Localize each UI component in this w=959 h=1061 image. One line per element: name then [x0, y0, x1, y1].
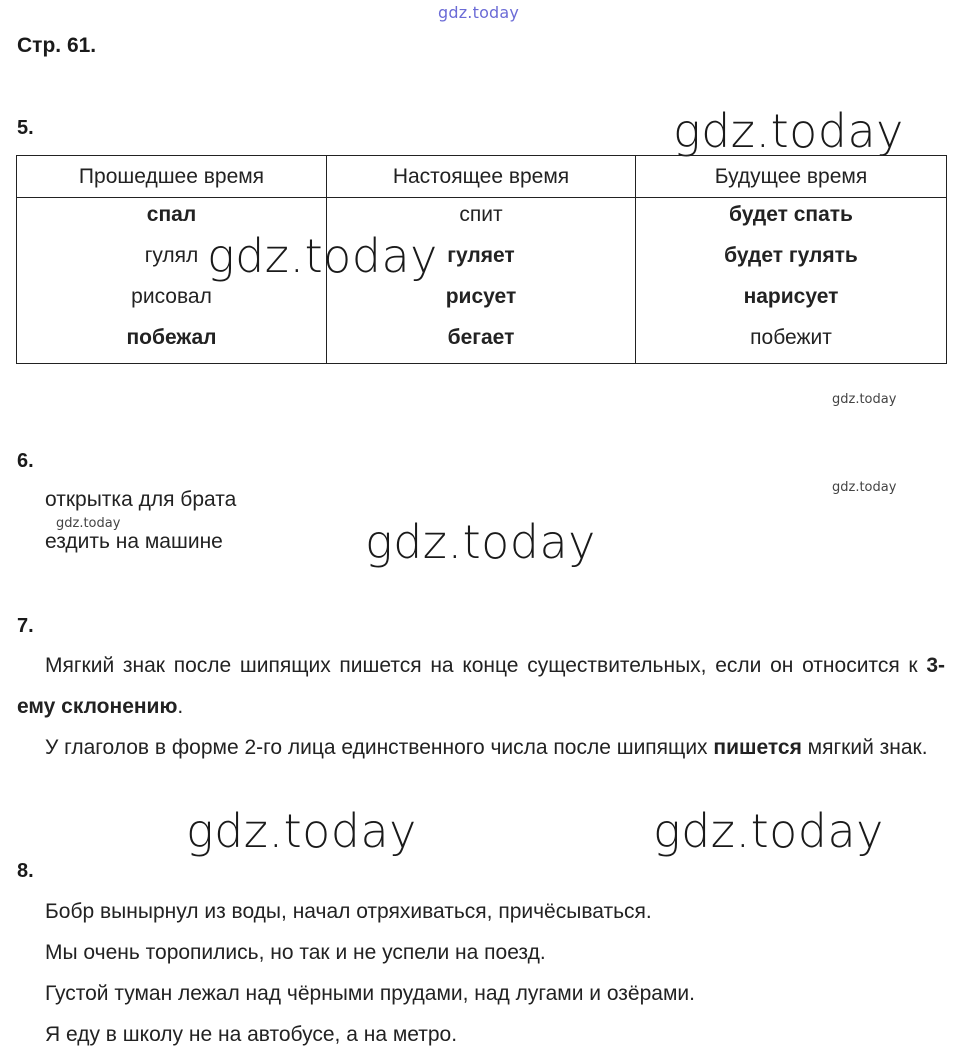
watermark-large: gdz.today — [186, 804, 417, 858]
task-7-p1-text: Мягкий знак после шипящих пишется на конце существительных, если он относится к — [45, 654, 927, 677]
watermark-small: gdz.today — [832, 480, 897, 495]
task-6-line-2: ездить на машине — [45, 530, 223, 553]
task-8-line-1: Бобр вынырнул из воды, начал отряхиваться, причёсываться. — [45, 900, 652, 923]
cell-present-3: рисует — [445, 285, 517, 308]
cell-present-1: спит — [459, 203, 503, 226]
table-header-row — [17, 156, 947, 198]
header-present: Настоящее время — [327, 156, 636, 198]
task-7-paragraph-2 — [17, 727, 945, 768]
cell-present-4: бегает — [447, 326, 515, 349]
cell-future-4: побежит — [750, 326, 832, 349]
cell-future-2: будет гулять — [724, 244, 858, 267]
watermark-top: gdz.today — [438, 3, 520, 22]
cell-past-1: спал — [146, 203, 197, 226]
task-7-number: 7. — [17, 615, 34, 637]
cell-past-2: гулял — [144, 244, 199, 267]
task-7-p1-bold: 3-ему склонению — [17, 654, 945, 718]
watermark-large: gdz.today — [207, 229, 438, 283]
task-7-p1-end: . — [177, 695, 184, 718]
cell-future-1: будет спать — [729, 203, 853, 226]
task-8-line-2: Мы очень торопились, но так и не успели на поезд. — [45, 941, 546, 964]
header-future: Будущее время — [636, 156, 947, 198]
tense-table — [16, 155, 947, 364]
task-6-line-1: открытка для брата — [45, 488, 237, 511]
cell-future-3: нарисует — [743, 285, 839, 308]
task-7-p2-bold: пишется — [713, 736, 802, 759]
header-past: Прошедшее время — [17, 156, 327, 198]
column-past — [17, 198, 327, 364]
table-row — [17, 198, 947, 364]
task-8-line-3: Густой туман лежал над чёрными прудами, над лугами и озёрами. — [45, 982, 695, 1005]
task-8-line-4: Я еду в школу не на автобусе, а на метро. — [45, 1023, 458, 1046]
column-future — [636, 198, 947, 364]
watermark-small: gdz.today — [56, 516, 121, 531]
watermark-small: gdz.today — [832, 392, 897, 407]
task-7-p2-text: У глаголов в форме 2-го лица единственного числа после шипящих — [45, 736, 714, 759]
watermark-large: gdz.today — [653, 804, 884, 858]
cell-past-3: рисовал — [131, 285, 212, 308]
page-title: Стр. 61. — [17, 34, 97, 57]
cell-present-2: гуляет — [447, 244, 515, 267]
task-7-paragraph-1 — [17, 645, 945, 727]
task-8-number: 8. — [17, 860, 34, 882]
task-6-number: 6. — [17, 450, 34, 472]
watermark-large: gdz.today — [365, 515, 596, 569]
task-7-p2-end: мягкий знак. — [801, 736, 928, 759]
watermark-large: gdz.today — [673, 104, 904, 158]
task-5-number: 5. — [17, 117, 34, 139]
column-present — [327, 198, 636, 364]
cell-past-4: побежал — [126, 326, 217, 349]
